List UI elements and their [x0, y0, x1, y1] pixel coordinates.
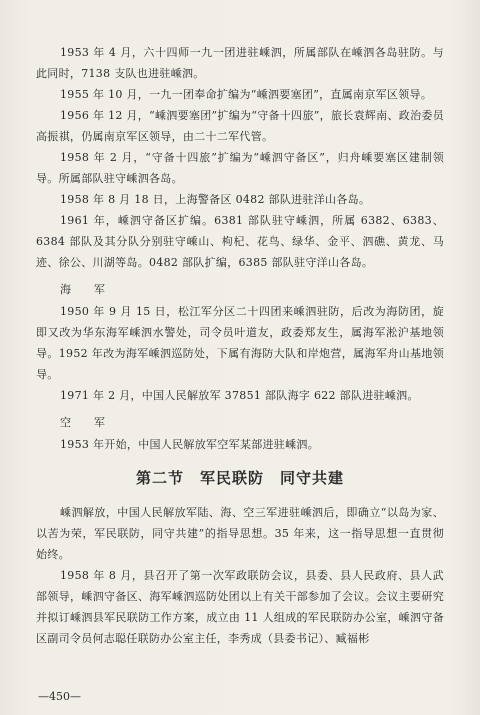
section-title: 第二节 军民联防 同守共建 — [135, 469, 344, 487]
page-number: —450— — [38, 690, 81, 703]
paragraph: 1971 年 2 月，中国人民解放军 37851 部队海字 622 部队进驻嵊泗。 — [60, 389, 419, 402]
subheading-navy: 海 军 — [60, 283, 111, 296]
paragraph: 1958 年 8 月 18 日，上海警备区 0482 部队进驻洋山各岛。 — [60, 193, 371, 206]
paragraph: 1953 年 4 月，六十四师一九一团进驻嵊泗，所属部队在嵊泗各岛驻防。与此同时，7138 支队也进驻嵊泗。 — [36, 46, 444, 80]
paragraph: 1950 年 9 月 15 日，松江军分区二十四团来嵊泗驻防，后改为海防团，旋即又改为华东海军嵊泗水警处，司令员叶道友，政委郑友生，属海军淞沪基地领导。1952 年改为海军嵊泗巡防处，下属有海防大队和岸炮营，属海军舟山基地领导。 — [36, 305, 444, 381]
paragraph: 1958 年 8 月，县召开了第一次军政联防会议，县委、县人民政府、县人武部领导，嵊泗守备区、海军嵊泗巡防处团以上有关干部参加了会议。会议主要研究并拟订嵊泗县军民联防工作方案，成立由 11 人组成的军民联防办公室，嵊泗守备区副司令员何志聪任联防办公室主任，李秀成（县委书记）、臧福彬 — [36, 569, 444, 645]
page-content — [36, 42, 444, 649]
paragraph: 1958 年 2 月，“守备十四旅”扩编为“嵊泗守备区”，归舟嵊要塞区建制领导。所属部队驻守嵊泗各岛。 — [36, 151, 444, 185]
paragraph: 1956 年 12 月，“嵊泗要塞团”扩编为“守备十四旅”，旅长袁辉南、政治委员高振祺，仍属南京军区领导，由二十二军代管。 — [36, 109, 444, 143]
subheading-air-force: 空 军 — [60, 416, 111, 429]
paragraph: 1961 年，嵊泗守备区扩编。6381 部队驻守嵊泗，所属 6382、6383、6384 部队及其分队分别驻守嵊山、枸杞、花鸟、绿华、金平、泗礁、黄龙、马迹、徐公、川湖等岛。0482 部队扩编，6385 部队驻守洋山各岛。 — [36, 214, 444, 269]
paragraph: 1953 年开始，中国人民解放军空军某部进驻嵊泗。 — [60, 438, 319, 451]
paragraph: 嵊泗解放，中国人民解放军陆、海、空三军进驻嵊泗后，即确立“以岛为家、以苦为荣，军民联防，同守共建”的指导思想。35 年来，这一指导思想一直贯彻始终。 — [36, 506, 444, 561]
paragraph: 1955 年 10 月，一九一团奉命扩编为“嵊泗要塞团”，直属南京军区领导。 — [60, 88, 433, 101]
